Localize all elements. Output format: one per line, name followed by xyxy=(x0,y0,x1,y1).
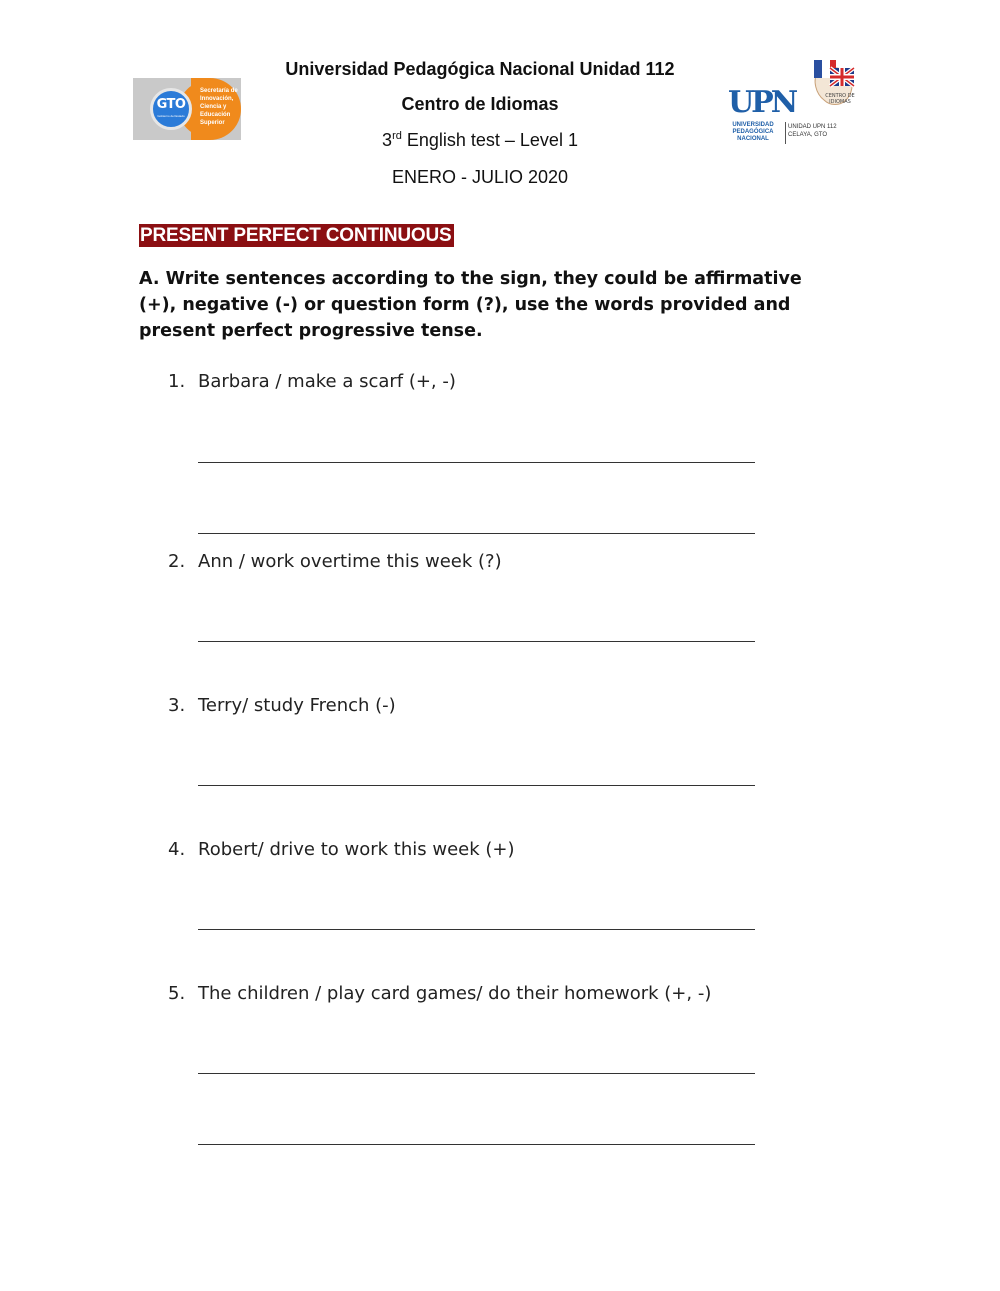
svg-text:IDIOMAS: IDIOMAS xyxy=(829,99,851,105)
test-period: ENERO - JULIO 2020 xyxy=(391,167,569,187)
section-title: PRESENT PERFECT CONTINUOUS xyxy=(140,225,452,246)
instructions: A. Write sentences according to the sign, they could be affirmative (+), negative (-) or question form (?), use the words provided and present perfect progressive tense. xyxy=(139,269,802,341)
question-number: 5. xyxy=(168,983,186,1004)
upn-logo: UPN UNIVERSIDAD PEDAGÓGICA NACIONAL UNIDAD UPN 112 CELAYA, GTO xyxy=(728,85,837,142)
question-number: 1. xyxy=(168,371,186,392)
answer-line[interactable] xyxy=(198,1073,755,1074)
svg-text:CENTRO DE: CENTRO DE xyxy=(825,93,855,99)
answer-line[interactable] xyxy=(198,462,755,463)
gto-logo: GTO Gobierno del Estado Secretaría de Innovación, Ciencia y Educación Superior xyxy=(133,78,241,140)
answer-line[interactable] xyxy=(198,533,755,534)
answer-line[interactable] xyxy=(198,641,755,642)
answer-line[interactable] xyxy=(198,785,755,786)
question-number: 2. xyxy=(168,551,186,572)
answer-line[interactable] xyxy=(198,929,755,930)
answer-line[interactable] xyxy=(198,1144,755,1145)
question-number: 4. xyxy=(168,839,186,860)
center-name: Centro de Idiomas xyxy=(401,94,559,114)
question-text: Terry/ study French (-) xyxy=(198,695,396,716)
test-title: 3rd English test – Level 1 xyxy=(382,130,578,150)
question-number: 3. xyxy=(168,695,186,716)
university-name: Universidad Pedagógica Nacional Unidad 112 xyxy=(285,59,675,79)
question-text: Barbara / make a scarf (+, -) xyxy=(198,371,456,392)
question-text: The children / play card games/ do their homework (+, -) xyxy=(198,983,712,1004)
question-text: Robert/ drive to work this week (+) xyxy=(198,839,515,860)
question-text: Ann / work overtime this week (?) xyxy=(198,551,502,572)
